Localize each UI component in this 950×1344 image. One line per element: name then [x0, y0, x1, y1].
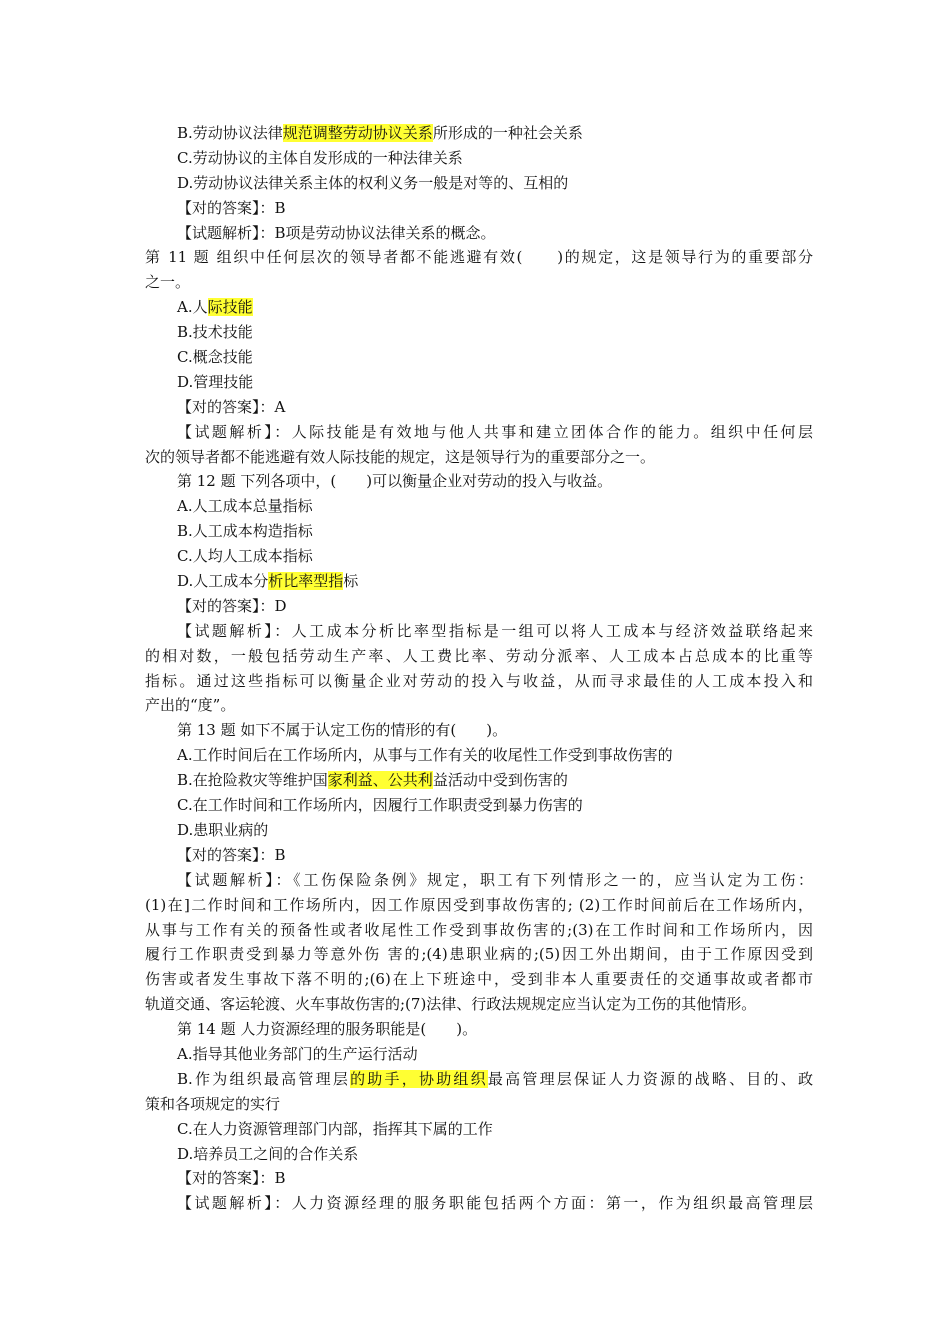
option-c: C.在人力资源管理部门内部，指挥其下属的工作: [177, 1119, 493, 1138]
option-b: B.技术技能: [177, 323, 253, 342]
option-d: D.人工成本分析比率型指标: [177, 572, 359, 591]
explanation-line: (1)在]二作时间和工作场所内，因工作原因受到事故伤害的; (2)工作时间前后在工作场所内，: [145, 895, 813, 914]
option-d: D.管理技能: [177, 372, 254, 391]
option-c: C.概念技能: [177, 348, 253, 367]
explanation-line: 【试题解析】：人力资源经理的服务职能包括两个方面：第一，作为组织最高管理层: [177, 1194, 813, 1213]
option-b: B.劳动协议法律规范调整劳动协议关系所形成的一种社会关系: [177, 124, 583, 142]
option-a: A.人际技能: [177, 298, 253, 317]
option-c: C.在工作时间和工作场所内，因履行工作职责受到暴力伤害的: [177, 796, 583, 815]
option-c: C.劳动协议的主体自发形成的一种法律关系: [177, 148, 463, 167]
option-a: A.人工成本总量指标: [177, 497, 313, 516]
question-11-cont: 之一。: [145, 273, 191, 292]
highlighted-text: 的助手，协助组织: [350, 1069, 488, 1088]
explanation-line: 的相对数，一般包括劳动生产率、人工费比率、劳动分派率、人工成本占总成本的比重等: [145, 646, 813, 665]
highlighted-text: 际技能: [207, 298, 253, 317]
explanation-line: 【试题解析】：人际技能是有效地与他人共事和建立团体合作的能力。组织中任何层: [177, 422, 813, 441]
explanation-line: 伤害或者发生事故下落不明的;(6)在上下班途中，受到非本人重要责任的交通事故或者都市: [145, 970, 813, 989]
explanation-line: 产出的“度”。: [145, 696, 236, 715]
answer-line: 【对的答案】：B: [177, 198, 286, 217]
explanation-line: 【试题解析】：人工成本分析比率型指标是一组可以将人工成本与经济效益联络起来: [177, 621, 813, 640]
option-b: B.作为组织最高管理层的助手，协助组织最高管理层保证人力资源的战略、目的、政: [177, 1069, 813, 1088]
option-d: D.培养员工之间的合作关系: [177, 1144, 359, 1163]
answer-line: 【对的答案】：B: [177, 1169, 286, 1188]
question-11: 第 11 题 组织中任何层次的领导者都不能逃避有效( )的规定，这是领导行为的重要部分: [145, 248, 813, 267]
explanation-line: 指标。通过这些指标可以衡量企业对劳动的投入与收益，从而寻求最佳的人工成本投入和: [145, 671, 813, 690]
option-a: A.指导其他业务部门的生产运行活动: [177, 1044, 418, 1063]
option-b-cont: 策和各项规定的实行: [145, 1094, 281, 1113]
question-14: 第 14 题 人力资源经理的服务职能是( )。: [177, 1020, 478, 1039]
answer-line: 【对的答案】：A: [177, 397, 286, 416]
explanation-line: 履行工作职责受到暴力等意外伤 害的;(4)患职业病的;(5)因工外出期间，由于工作原因受到: [145, 945, 813, 964]
option-d: D.劳动协议法律关系主体的权利义务一般是对等的、互相的: [177, 173, 569, 192]
answer-line: 【对的答案】：B: [177, 845, 286, 864]
document-body: [145, 121, 813, 1216]
option-c: C.人均人工成本指标: [177, 547, 313, 566]
highlighted-text: 家利益、公共利: [327, 771, 433, 790]
question-13: 第 13 题 如下不属于认定工伤的情形的有( )。: [177, 721, 508, 740]
option-d: D.患职业病的: [177, 820, 269, 839]
explanation-line: 从事与工作有关的预备性或者收尾性工作受到事故伤害的;(3)在工作时间和工作场所内，因: [145, 920, 813, 939]
option-a: A.工作时间后在工作场所内，从事与工作有关的收尾性工作受到事故伤害的: [177, 746, 673, 765]
explanation-line: 次的领导者都不能逃避有效人际技能的规定，这是领导行为的重要部分之一。: [145, 447, 656, 466]
option-b: B.在抢险救灾等维护国家利益、公共利益活动中受到伤害的: [177, 771, 568, 790]
highlighted-text: 析比率型指: [268, 572, 344, 591]
explanation-line: 轨道交通、客运轮渡、火车事故伤害的;(7)法律、行政法规规定应当认定为工伤的其他情形。: [145, 995, 757, 1014]
question-12: 第 12 题 下列各项中，( )可以衡量企业对劳动的投入与收益。: [177, 472, 613, 491]
explanation-line: 【试题解析】：B项是劳动协议法律关系的概念。: [177, 223, 496, 242]
answer-line: 【对的答案】：D: [177, 596, 287, 615]
option-b: B.人工成本构造指标: [177, 522, 313, 541]
explanation-line: 【试题解析】：《工伤保险条例》规定，职工有下列情形之一的，应当认定为工伤：: [177, 870, 813, 889]
highlighted-text: 规范调整劳动协议关系: [282, 124, 433, 142]
